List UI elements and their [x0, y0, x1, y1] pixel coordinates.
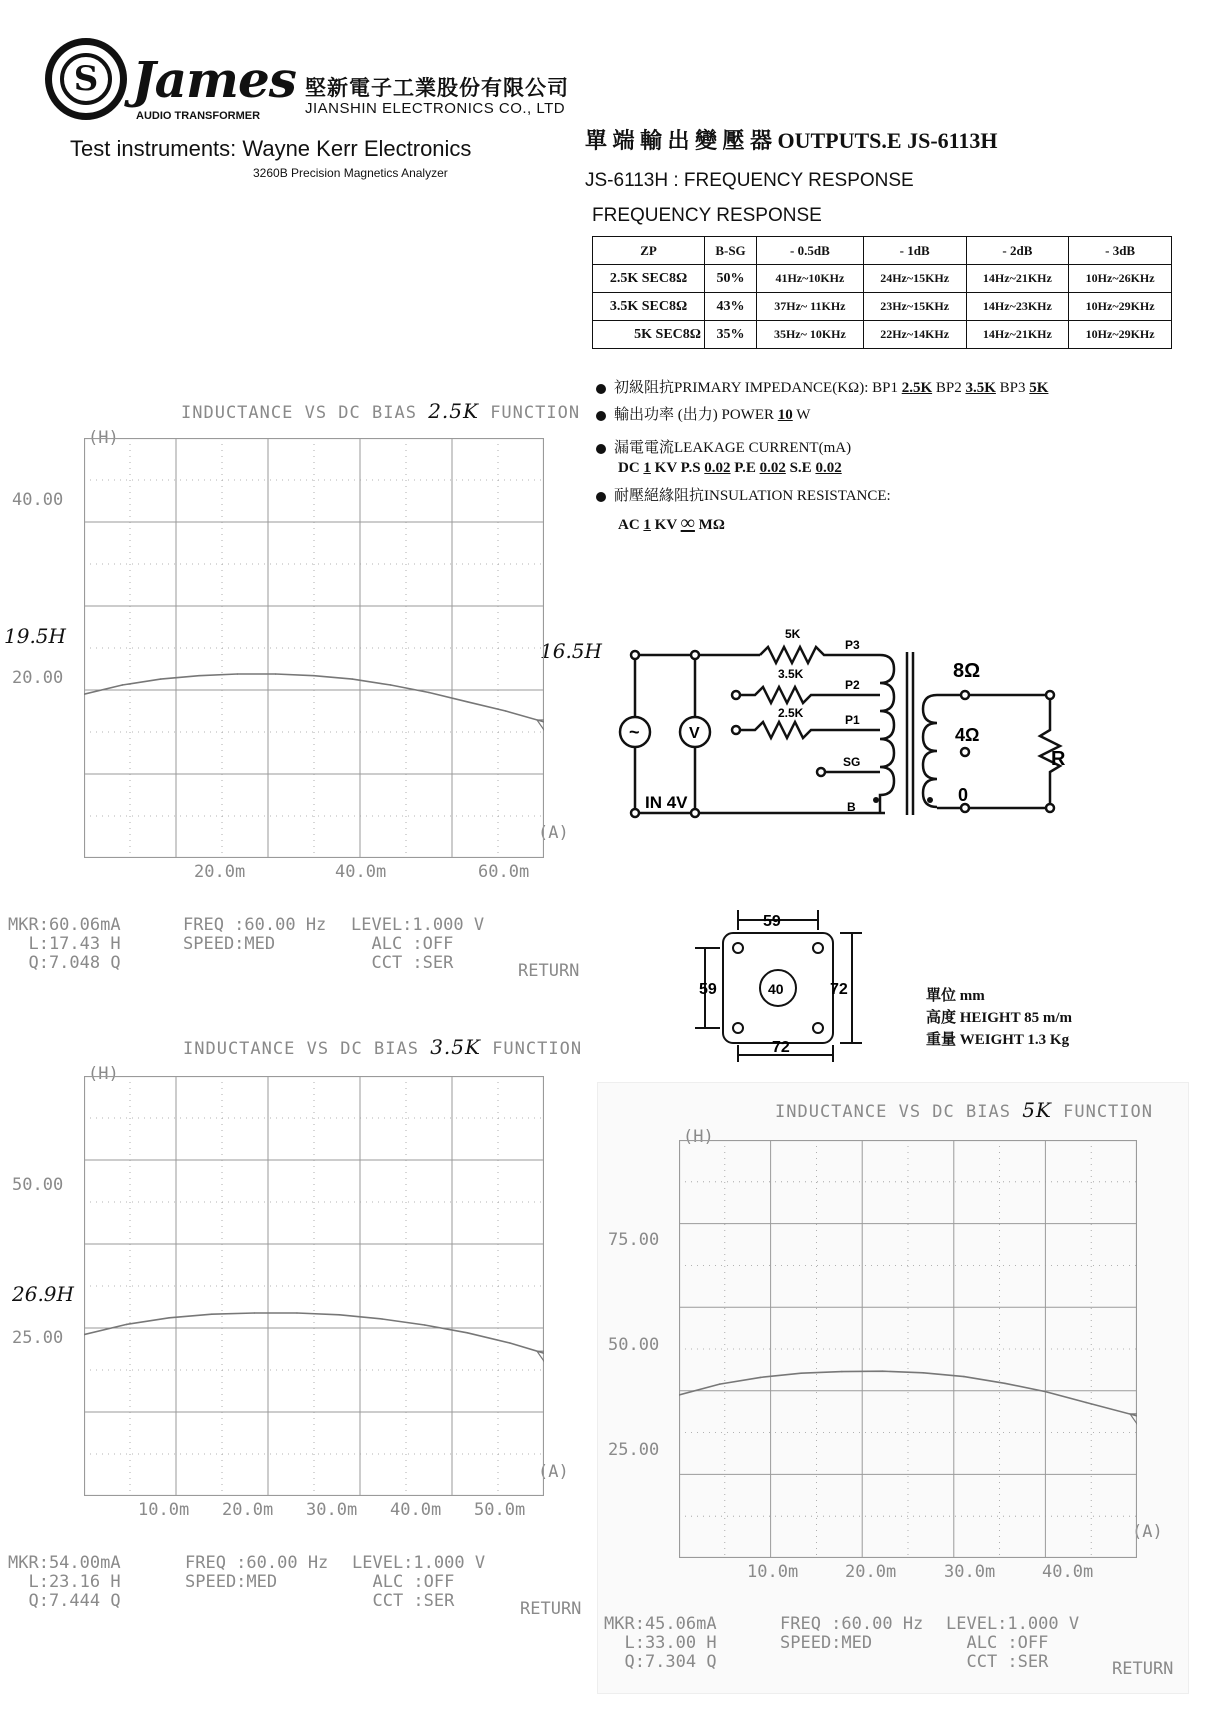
- scope3-ytick: 50.00: [608, 1335, 660, 1355]
- data-point: [381, 1318, 383, 1320]
- scope3-chart: [679, 1140, 1137, 1558]
- mounting-dimension-drawing: [690, 900, 880, 1065]
- table-cell: 3.5K SEC8Ω: [593, 293, 705, 321]
- data-point: [467, 1332, 469, 1334]
- scope3-xtick: 40.0m: [1042, 1562, 1094, 1582]
- test-instruments: Test instruments: Wayne Kerr Electronics: [70, 136, 472, 161]
- scope3-readout-marker: MKR:45.06mA L:33.00 H Q:7.304 Q: [604, 1614, 717, 1672]
- data-point: [760, 1377, 762, 1379]
- scope2-return-button[interactable]: RETURN: [520, 1599, 582, 1619]
- voltmeter-symbol: V: [689, 725, 700, 742]
- data-point: [882, 1370, 884, 1372]
- frequency-response-subtitle: JS-6113H : FREQUENCY RESPONSE: [585, 170, 914, 191]
- scope1-xtick: 60.0m: [478, 862, 530, 882]
- table-row: [593, 265, 1172, 293]
- scope3-title-pre: INDUCTANCE VS DC BIAS: [775, 1102, 1011, 1122]
- document-title: 單 端 輸 出 變 壓 器 OUTPUTS.E JS-6113H: [585, 128, 998, 153]
- dc-value: 1: [643, 460, 651, 476]
- table-header: ZP: [593, 237, 705, 265]
- table-cell: 23Hz~15KHz: [863, 293, 966, 321]
- data-point: [922, 1372, 924, 1374]
- scope3-title-post: FUNCTION: [1063, 1102, 1153, 1122]
- table-cell: 43%: [705, 293, 757, 321]
- frequency-response-table: [592, 236, 1172, 349]
- scope2-ytick: 50.00: [12, 1175, 64, 1195]
- data-point: [168, 1317, 170, 1319]
- table-cell: 24Hz~15KHz: [863, 265, 966, 293]
- data-point: [800, 1372, 802, 1374]
- dim-bottom: 72: [772, 1039, 790, 1056]
- data-point: [1085, 1402, 1087, 1404]
- secondary-wiring: [937, 695, 1060, 808]
- data-point: [254, 1312, 256, 1314]
- scope2-chart: [84, 1076, 544, 1496]
- megaohm-unit: MΩ: [698, 517, 725, 533]
- scope1-readout-marker: MKR:60.06mA L:17.43 H Q:7.048 Q: [8, 915, 121, 973]
- data-point: [122, 684, 124, 686]
- data-point: [198, 675, 200, 677]
- bp3-label: BP3: [999, 380, 1026, 396]
- data-point: [313, 675, 315, 677]
- resistor-5k: [760, 647, 880, 663]
- data-point: [160, 678, 162, 680]
- ps-value: 0.02: [704, 460, 731, 476]
- scope1-xtick: 40.0m: [335, 862, 387, 882]
- dc-kv: KV: [654, 460, 677, 476]
- brand-subtitle: AUDIO TRANSFORMER: [136, 110, 261, 122]
- output-0: 0: [958, 785, 969, 805]
- infinity-symbol: ∞: [680, 512, 695, 534]
- se-value: 0.02: [815, 460, 842, 476]
- data-point: [1004, 1382, 1006, 1384]
- scope1-chart: [84, 438, 544, 858]
- pe-value: 0.02: [759, 460, 786, 476]
- company-name-english: JIANSHIN ELECTRONICS CO., LTD: [305, 100, 566, 117]
- scope3-readout-freq: FREQ :60.00 Hz SPEED:MED: [780, 1614, 924, 1653]
- output-4ohm: 4Ω: [955, 725, 980, 745]
- bullet-icon: [596, 411, 606, 421]
- weight-label: 重量 WEIGHT 1.3 Kg: [926, 1032, 1070, 1048]
- bullet-icon: [596, 384, 606, 394]
- bp1-value: 2.5K: [901, 380, 933, 396]
- table-cell: 35%: [705, 321, 757, 349]
- data-point: [841, 1371, 843, 1373]
- scope2-readout-freq: FREQ :60.00 Hz SPEED:MED: [185, 1553, 329, 1592]
- table-header: B-SG: [705, 237, 757, 265]
- scope3-ytick: 25.00: [608, 1440, 660, 1460]
- data-point: [424, 1324, 426, 1326]
- impedance-label: 初級阻抗PRIMARY IMPEDANCE(KΩ): BP1: [614, 380, 898, 396]
- scope1-xtick: 20.0m: [194, 862, 246, 882]
- table-header: - 2dB: [966, 237, 1069, 265]
- scope3-xtick: 10.0m: [747, 1562, 799, 1582]
- scope3-xtick: 30.0m: [944, 1562, 996, 1582]
- data-point: [509, 1342, 511, 1344]
- scope1-readout-level: LEVEL:1.000 V ALC :OFF CCT :SER: [351, 915, 485, 973]
- spec-insulation: [596, 484, 891, 505]
- ps-label: P.S: [680, 460, 701, 476]
- table-cell: 35Hz~ 10KHz: [757, 321, 864, 349]
- scope1-title: [181, 399, 580, 423]
- dc-label: DC: [618, 460, 640, 476]
- pin-p3: P3: [845, 638, 860, 652]
- scope1-ytick: 20.00: [12, 668, 64, 688]
- data-point: [296, 1312, 298, 1314]
- tap-label-2-5k: 2.5K: [778, 706, 804, 720]
- wiring-schematic: [615, 620, 1065, 820]
- output-8ohm: 8Ω: [953, 660, 981, 682]
- frequency-response-heading: FREQUENCY RESPONSE: [592, 205, 822, 226]
- data-point: [390, 684, 392, 686]
- ac-source-symbol: ~: [629, 722, 640, 742]
- scope3-return-button[interactable]: RETURN: [1112, 1659, 1174, 1679]
- scope2-title-hand: 3.5K: [430, 1035, 481, 1059]
- ac-label: AC: [618, 517, 640, 533]
- logo-letter: S: [60, 53, 112, 105]
- power-label: 輸出功率 (出力) POWER: [614, 407, 774, 423]
- scope2-xtick: 30.0m: [306, 1500, 358, 1520]
- spec-power: [596, 403, 810, 424]
- scope3-title: [775, 1098, 1153, 1122]
- table-cell: 14Hz~21KHz: [966, 321, 1069, 349]
- tap-label-5k: 5K: [785, 627, 801, 641]
- scope2-xtick: 10.0m: [138, 1500, 190, 1520]
- table-cell: 41Hz~10KHz: [757, 265, 864, 293]
- scope1-readout-freq: FREQ :60.00 Hz SPEED:MED: [183, 915, 327, 954]
- ac-value: 1: [643, 517, 651, 533]
- scope3-y-unit: (H): [683, 1127, 714, 1147]
- unit-label: 單位 mm: [926, 988, 985, 1004]
- scope1-note-left: 19.5H: [4, 624, 66, 648]
- pin-b: B: [847, 800, 856, 814]
- table-cell: 2.5K SEC8Ω: [593, 265, 705, 293]
- pin-p2: P2: [845, 678, 860, 692]
- scope3-xtick: 20.0m: [845, 1562, 897, 1582]
- pe-label: P.E: [734, 460, 756, 476]
- scope2-y-unit: (H): [88, 1064, 119, 1084]
- scope3-readout-level: LEVEL:1.000 V ALC :OFF CCT :SER: [946, 1614, 1080, 1672]
- table-cell: 10Hz~29KHz: [1069, 321, 1172, 349]
- scope2-title: [183, 1035, 582, 1059]
- power-unit: W: [796, 407, 811, 423]
- se-label: S.E: [789, 460, 812, 476]
- table-cell: 14Hz~21KHz: [966, 265, 1069, 293]
- ac-kv: KV: [654, 517, 677, 533]
- data-point: [339, 1314, 341, 1316]
- dim-top: 59: [763, 913, 781, 930]
- brand-name: James: [132, 50, 296, 109]
- scope2-xtick: 40.0m: [390, 1500, 442, 1520]
- scope3-title-hand: 5K: [1022, 1098, 1052, 1122]
- inductance-curve: [84, 1313, 544, 1353]
- power-value: 10: [777, 407, 793, 423]
- pin-sg: SG: [843, 755, 861, 769]
- scope1-ytick: 40.00: [12, 490, 64, 510]
- dim-left: 59: [699, 981, 717, 998]
- table-header: - 0.5dB: [757, 237, 864, 265]
- table-row: [593, 293, 1172, 321]
- secondary-coil: [923, 695, 937, 807]
- table-cell: 5K SEC8Ω: [593, 321, 705, 349]
- scope2-readout-level: LEVEL:1.000 V ALC :OFF CCT :SER: [352, 1553, 486, 1611]
- data-point: [126, 1324, 128, 1326]
- data-point: [237, 673, 239, 675]
- table-cell: 37Hz~ 11KHz: [757, 293, 864, 321]
- scope1-title-hand: 2.5K: [428, 399, 479, 423]
- scope3-ytick: 75.00: [608, 1230, 660, 1250]
- table-row: [593, 321, 1172, 349]
- spec-leakage-values: [618, 460, 842, 477]
- inductance-curve: [679, 1371, 1137, 1416]
- leakage-label: 漏電電流LEAKAGE CURRENT(mA): [614, 440, 852, 456]
- bp3-value: 5K: [1029, 380, 1049, 396]
- input-voltage-label: IN 4V: [645, 793, 688, 812]
- data-point: [211, 1313, 213, 1315]
- spec-insulation-values: [618, 512, 725, 535]
- scope1-title-post: FUNCTION: [490, 403, 581, 423]
- transformer-core: [907, 652, 913, 815]
- scope2-title-pre: INDUCTANCE VS DC BIAS: [183, 1039, 419, 1059]
- scope1-return-button[interactable]: RETURN: [518, 961, 580, 981]
- pin-p1: P1: [845, 713, 860, 727]
- tap-label-3-5k: 3.5K: [778, 667, 804, 681]
- scope2-ytick: 25.00: [12, 1328, 64, 1348]
- height-label: 高度 HEIGHT 85 m/m: [926, 1010, 1072, 1026]
- scope1-x-unit: (A): [538, 823, 569, 843]
- scope3-x-unit: (A): [1132, 1522, 1163, 1542]
- scope2-xtick: 20.0m: [222, 1500, 274, 1520]
- data-point: [505, 710, 507, 712]
- dim-center: 40: [768, 981, 784, 997]
- data-point: [428, 692, 430, 694]
- table-header-row: [593, 237, 1172, 265]
- load-resistor-label: R: [1051, 748, 1065, 770]
- dim-right: 72: [830, 981, 848, 998]
- bp2-value: 3.5K: [965, 380, 996, 396]
- scope2-title-post: FUNCTION: [492, 1039, 583, 1059]
- scope1-y-unit: (H): [88, 428, 119, 448]
- table-header: - 1dB: [863, 237, 966, 265]
- data-point: [352, 678, 354, 680]
- scope1-title-pre: INDUCTANCE VS DC BIAS: [181, 403, 417, 423]
- table-header: - 3dB: [1069, 237, 1172, 265]
- company-name-chinese: 堅新電子工業股份有限公司: [305, 77, 569, 100]
- table-cell: 50%: [705, 265, 757, 293]
- data-point: [275, 673, 277, 675]
- scope2-readout-marker: MKR:54.00mA L:23.16 H Q:7.444 Q: [8, 1553, 121, 1611]
- table-cell: 14Hz~23KHz: [966, 293, 1069, 321]
- spec-leakage: [596, 436, 851, 457]
- insulation-label: 耐壓絕緣阻抗INSULATION RESISTANCE:: [614, 488, 891, 504]
- spec-impedance: [596, 376, 1048, 397]
- data-point: [1045, 1391, 1047, 1393]
- bullet-icon: [596, 492, 606, 502]
- bullet-icon: [596, 444, 606, 454]
- analyzer-model: 3260B Precision Magnetics Analyzer: [253, 166, 448, 180]
- scope2-xtick: 50.0m: [474, 1500, 526, 1520]
- data-point: [467, 701, 469, 703]
- table-cell: 10Hz~29KHz: [1069, 293, 1172, 321]
- scope2-note-left: 26.9H: [12, 1282, 74, 1306]
- scope1-note-right: 16.5H: [540, 639, 602, 663]
- data-point: [719, 1383, 721, 1385]
- bp2-label: BP2: [935, 380, 962, 396]
- scope2-x-unit: (A): [538, 1462, 569, 1482]
- primary-coil: [880, 655, 894, 813]
- table-cell: 10Hz~26KHz: [1069, 265, 1172, 293]
- logo-emblem: [45, 38, 127, 120]
- table-cell: 22Hz~14KHz: [863, 321, 966, 349]
- data-point: [963, 1376, 965, 1378]
